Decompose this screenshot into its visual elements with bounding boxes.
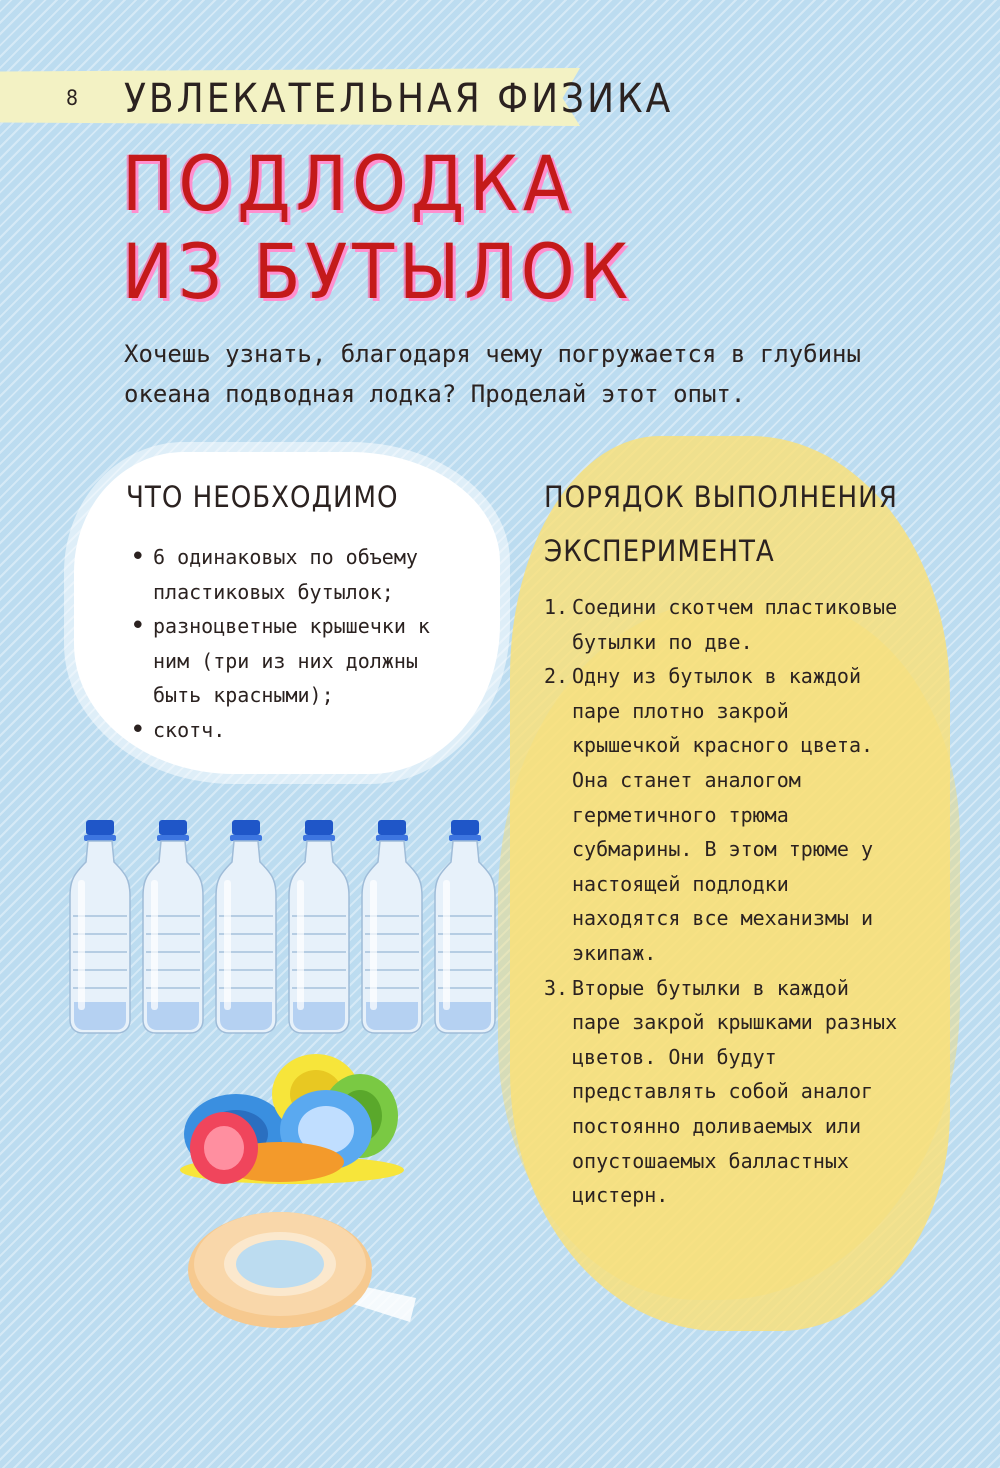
step-number: 2. [544,664,569,689]
plastic-bottle-icon [143,820,203,1033]
running-title: УВЛЕКАТЕЛЬНАЯ ФИЗИКА [124,76,674,122]
tape-roll-icon [184,1198,416,1330]
plastic-bottle-icon [362,820,422,1033]
list-item [130,713,470,748]
plastic-bottle-icon [435,820,495,1033]
step-text: Соедини скотчем пластиковые бутылки по две. [572,595,898,654]
material-text: скотч. [153,717,226,742]
bottles-illustration [68,820,498,1035]
step-number: 3. [544,975,569,1000]
step-number: 1. [544,595,569,619]
list-item [544,590,904,659]
materials-heading: ЧТО НЕОБХОДИМО [126,480,399,514]
materials-list [130,540,470,747]
plastic-bottle-icon [70,820,130,1033]
step-text: Вторые бутылки в каждой паре закрой крышками разных цветов. Они будут представлять собой аналог постоянно доливаемых или опустошаемых балластных цистерн. [572,975,898,1208]
step-text: Одну из бутылок в каждой паре плотно закрой крышечкой красного цвета. Она станет аналогом герметичного трюма субмарины. В этом трюме у настоящей подлодки находятся все механизмы и экипаж. [572,664,874,965]
list-item [130,540,470,609]
page-title [122,140,682,316]
bottle-caps-icon [176,1050,408,1190]
title-line-2: ИЗ БУТЫЛОК [122,227,634,316]
list-item [544,971,904,1213]
bullet-icon: • [130,611,146,641]
bullet-icon: • [130,714,146,745]
procedure-steps [544,590,904,1213]
material-text: 6 одинаковых по объему пластиковых бутылок; [153,545,418,604]
list-item [130,609,470,713]
material-text: разноцветные крышечки к ним (три из них должны быть красными); [153,614,430,707]
list-item [544,659,904,970]
plastic-bottle-icon [289,820,349,1033]
bullet-icon: • [130,542,146,572]
title-line-1: ПОДЛОДКА [122,139,575,228]
page-number: 8 [66,86,79,110]
procedure-heading: ПОРЯДОК ВЫПОЛНЕНИЯ ЭКСПЕРИМЕНТА [544,480,898,568]
plastic-bottle-icon [216,820,276,1033]
intro-text: Хочешь узнать, благодаря чему погружается в глубины океана подводная лодка? Проделай этот опыт. [124,340,861,408]
